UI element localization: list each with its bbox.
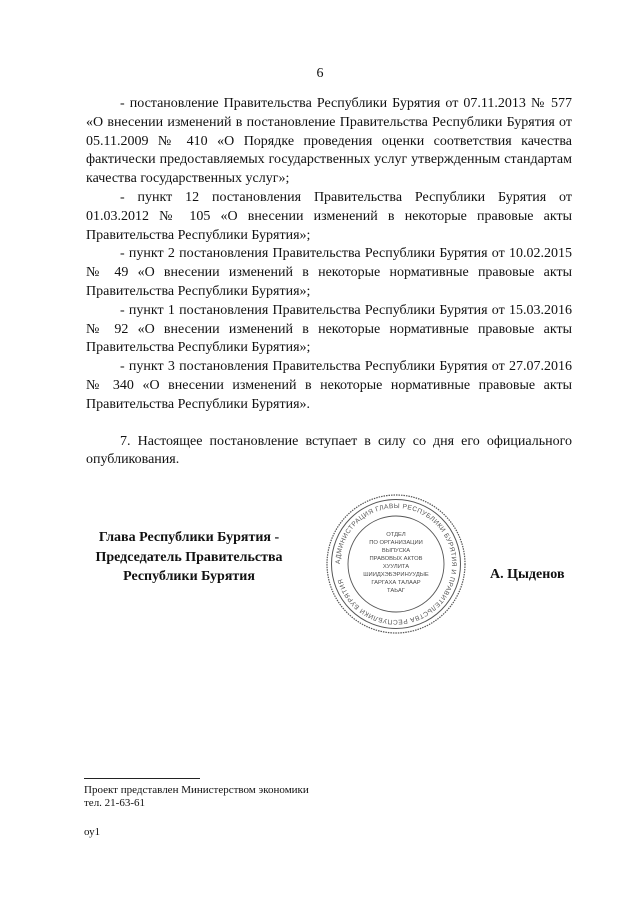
seal-text-line: ГАРГАХА ТАЛААР <box>371 580 421 586</box>
official-seal <box>324 492 468 636</box>
seal-text-line: ХУУЛИТА <box>382 564 410 570</box>
repealed-item-340: - пункт 3 постановления Правительства Республики Бурятия от 27.07.2016 № 340 «О внесении изменений в некоторые нормативные правовые акты Правительства Республики Бурятия». <box>86 359 572 412</box>
seal-text-line: ПО ОРГАНИЗАЦИИ <box>369 540 423 546</box>
footnote-phone: тел. 21-63-61 <box>84 797 146 809</box>
signatory-title <box>78 528 300 587</box>
document-body <box>86 95 572 470</box>
repealed-item-92: - пункт 1 постановления Правительства Республики Бурятия от 15.03.2016 № 92 «О внесении изменений в некоторые нормативные правовые акты Правительства Республики Бурятия»; <box>86 302 572 356</box>
seal-text-line: ВЫПУСКА <box>381 548 411 554</box>
footnote <box>84 784 309 810</box>
signatory-title-line: Глава Республики Бурятия - <box>98 530 280 545</box>
footnote-submitted-by: Проект представлен Министерством экономики <box>84 784 309 796</box>
seal-ring-text: АДМИНИСТРАЦИЯ ГЛАВЫ РЕСПУБЛИКИ БУРЯТИЯ И ПРАВИТЕЛЬСТВА РЕСПУБЛИКИ БУРЯТИЯ <box>334 502 458 626</box>
page-number: 6 <box>316 66 324 81</box>
repealed-item-577: - постановление Правительства Республики Бурятия от 07.11.2013 № 577 «О внесении изменений в постановление Правительства Республики Бурятия от 05.11.2009 № 410 «О Порядке проведения оценки соответствия качества фактически предоставляемых государственных услуг утвержденным стандартам качества государственных услуг»; <box>86 96 572 187</box>
seal-text-line: ШИИДХЭБЭРИНУУДЫЕ <box>363 572 429 578</box>
seal-text-line: ТАЬАГ <box>387 588 405 594</box>
signatory-title-line: Председатель Правительства <box>95 549 283 565</box>
repealed-item-49: - пункт 2 постановления Правительства Республики Бурятия от 10.02.2015 № 49 «О внесении изменений в некоторые нормативные правовые акты Правительства Республики Бурятия»; <box>86 246 572 299</box>
footnote-divider <box>84 778 200 779</box>
signatory-name: А. Цыденов <box>490 567 565 582</box>
seal-text-line: ПРАВОВЫХ АКТОВ <box>369 556 423 562</box>
seal-text-line: ОТДЕЛ <box>386 532 406 538</box>
signatory-title-line: Республики Бурятия <box>123 569 255 584</box>
document-code: оу1 <box>84 826 101 838</box>
effective-clause: 7. Настоящее постановление вступает в силу со дня его официального опубликования. <box>86 433 572 468</box>
repealed-item-105: - пункт 12 постановления Правительства Республики Бурятия от 01.03.2012 № 105 «О внесении изменений в некоторые правовые акты Правительства Республики Бурятия»; <box>86 189 572 243</box>
